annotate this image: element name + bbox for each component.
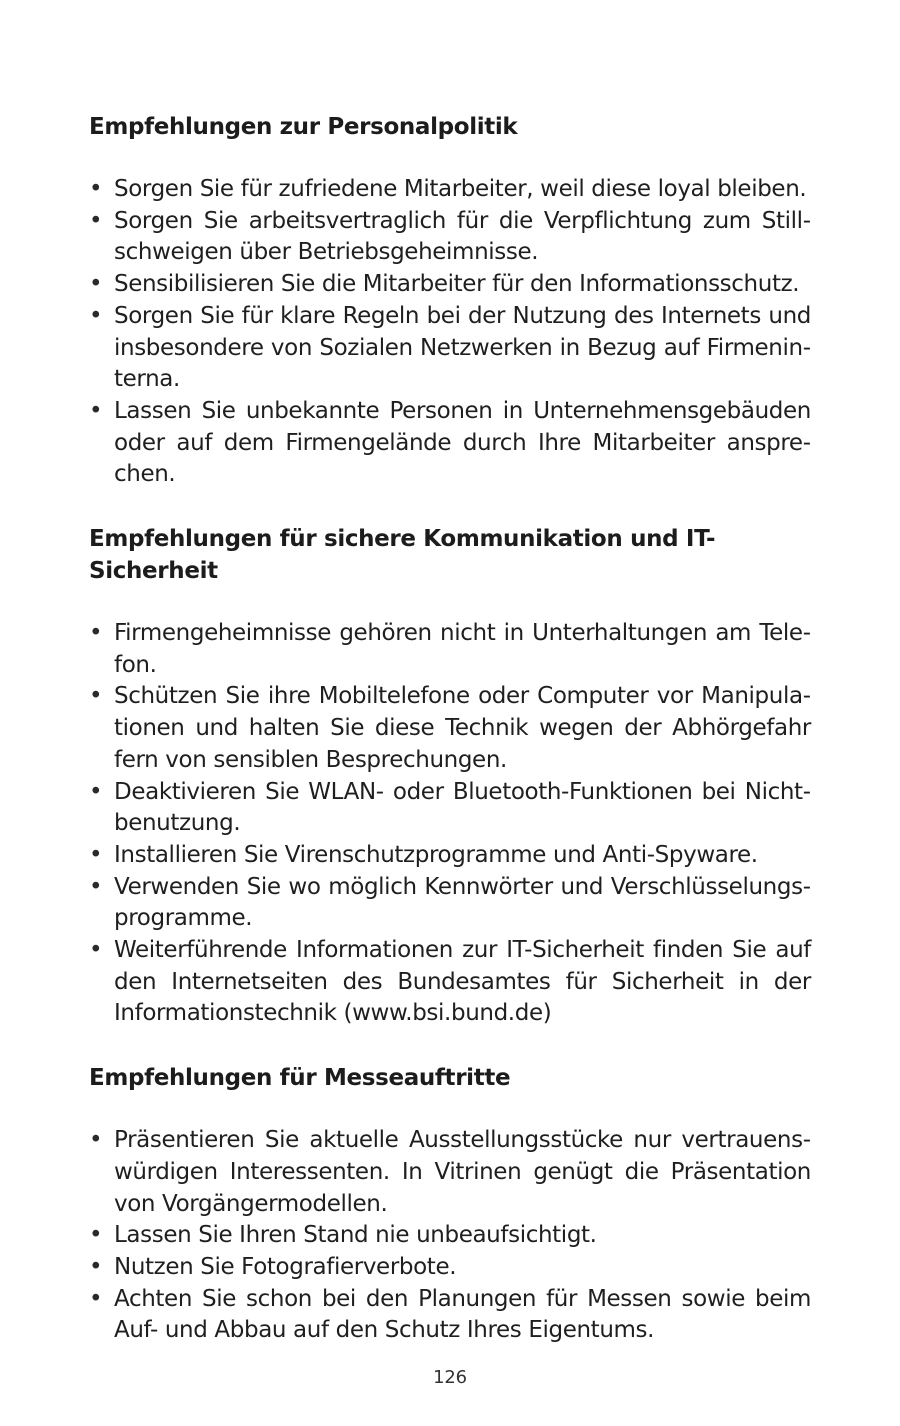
list-item-text: Schützen Sie ihre Mobiltelefone oder Computer vor Manipulationen und halten Sie diese Technik wegen der Abhörgefahr fern von sensiblen Besprechungen. [114, 683, 811, 773]
list-item [89, 777, 811, 840]
list-item [89, 840, 811, 872]
list-item-text: Lassen Sie Ihren Stand nie unbeaufsichtigt. [114, 1222, 597, 1249]
list-item [89, 1125, 811, 1220]
bullet-list [89, 618, 811, 1030]
list-item-text: Deaktivieren Sie WLAN- oder Bluetooth-Funktionen bei Nichtbenutzung. [114, 778, 811, 837]
list-item [89, 681, 811, 776]
list-item-text: Präsentieren Sie aktuelle Ausstellungsstücke nur vertrauenswürdigen Interessenten. In Vitrinen genügt die Präsentation von Vorgängermodellen. [114, 1127, 811, 1217]
bullet-marker: • [89, 683, 103, 710]
bullet-list [89, 174, 811, 491]
list-item [89, 396, 811, 491]
list-item-text: Sorgen Sie für klare Regeln bei der Nutzung des Internets und insbesondere von Sozialen Netzwerken in Bezug auf Firmeninterna. [114, 302, 811, 393]
list-item [89, 618, 811, 681]
list-item-text: Lassen Sie unbekannte Personen in Unternehmensgebäuden oder auf dem Firmengelände durch Ihre Mitarbeiter ansprechen. [114, 397, 811, 488]
bullet-marker: • [89, 1285, 103, 1312]
list-item-text: Weiterführende Informationen zur IT-Sicherheit finden Sie auf den Internetseiten des Bundesamtes für Sicherheit in der Informationstechnik (www.bsi.bund.de) [114, 937, 811, 1027]
section-title: Empfehlungen zur Personalpolitik [89, 114, 518, 140]
page-number: 126 [433, 1367, 467, 1388]
bullet-marker: • [89, 207, 103, 234]
list-item [89, 872, 811, 935]
section-personalpolitik [89, 111, 811, 491]
bullet-list [89, 1125, 811, 1347]
section-messeauftritte [89, 1062, 811, 1347]
bullet-marker: • [89, 1222, 103, 1249]
section-title: Empfehlungen für sichere Kommunikation und IT-Sicherheit [89, 526, 716, 585]
section-it-sicherheit [89, 523, 811, 1030]
bullet-marker: • [89, 1253, 103, 1280]
list-item [89, 206, 811, 269]
page-content [89, 111, 811, 1347]
bullet-marker: • [89, 176, 103, 202]
list-item-text: Sorgen Sie für zufriedene Mitarbeiter, weil diese loyal bleiben. [114, 176, 807, 202]
list-item [89, 269, 811, 301]
bullet-marker: • [89, 620, 103, 647]
list-item-text: Installieren Sie Virenschutzprogramme und Anti-Spyware. [114, 841, 758, 868]
bullet-marker: • [89, 302, 103, 329]
list-item-text: Firmengeheimnisse gehören nicht in Unterhaltungen am Telefon. [114, 620, 811, 678]
bullet-marker: • [89, 397, 103, 424]
bullet-marker: • [89, 873, 103, 900]
bullet-marker: • [89, 937, 103, 964]
list-item [89, 1252, 811, 1284]
list-item-text: Nutzen Sie Fotografierverbote. [114, 1253, 457, 1280]
list-item-text: Verwenden Sie wo möglich Kennwörter und Verschlüsselungsprogramme. [114, 873, 811, 932]
list-item [89, 935, 811, 1030]
list-item-text: Achten Sie schon bei den Planungen für Messen sowie beim Auf- und Abbau auf den Schutz Ihres Eigentums. [114, 1285, 811, 1344]
list-item [89, 1284, 811, 1347]
section-title: Empfehlungen für Messeauftritte [89, 1065, 511, 1092]
bullet-marker: • [89, 841, 103, 868]
list-item [89, 301, 811, 396]
list-item [89, 174, 811, 206]
list-item-text: Sorgen Sie arbeitsvertraglich für die Verpflichtung zum Stillschweigen über Betriebsgeheimnisse. [114, 207, 811, 266]
bullet-marker: • [89, 778, 103, 805]
bullet-marker: • [89, 271, 103, 298]
bullet-marker: • [89, 1127, 103, 1154]
list-item [89, 1220, 811, 1252]
list-item-text: Sensibilisieren Sie die Mitarbeiter für den Informationsschutz. [114, 271, 800, 298]
